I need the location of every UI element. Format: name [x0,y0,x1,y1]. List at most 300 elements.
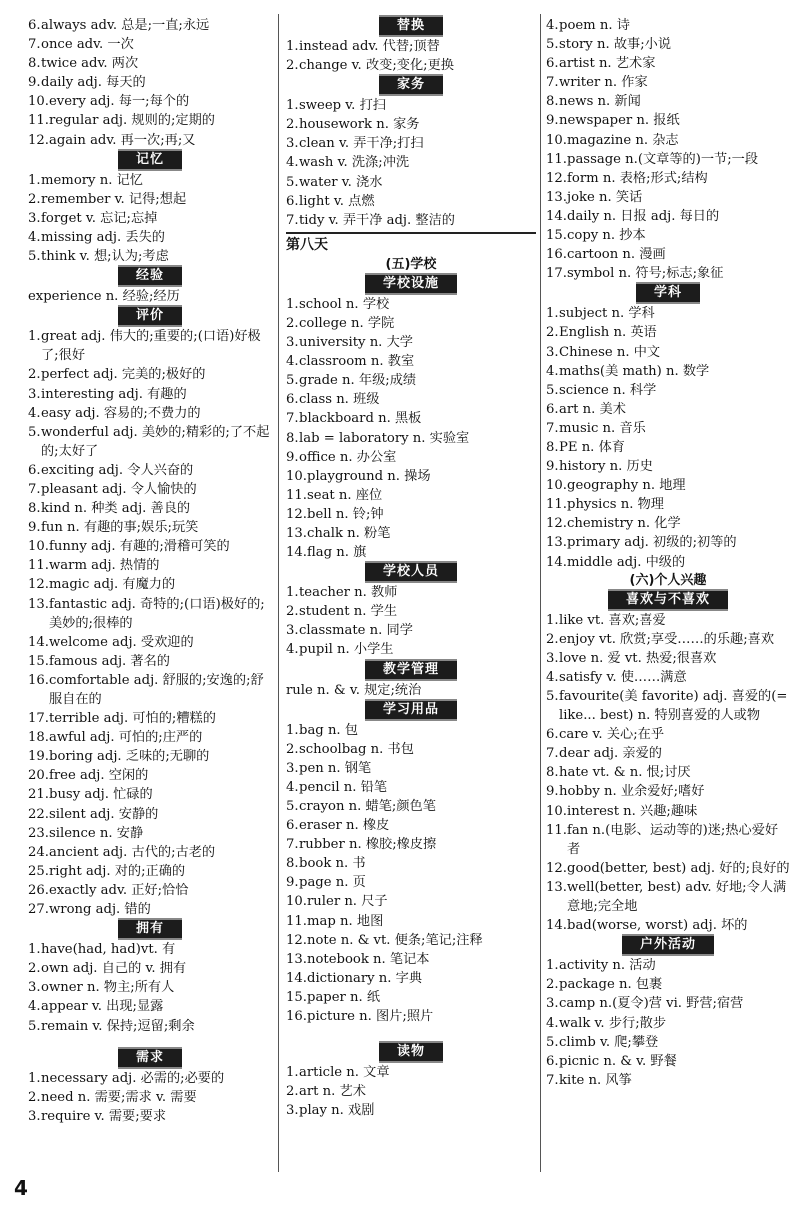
vocab-entry [546,362,790,381]
vocab-entry [286,96,536,115]
entry-text: own adj. 自己的 v. 拥有 [41,961,187,977]
entry-number: 1. [28,942,41,958]
entry-text: picnic n. & v. 野餐 [559,1053,677,1069]
entry-text: pupil n. 小学生 [299,642,394,658]
entry-text: seat n. 座位 [307,487,383,503]
vocab-entry [286,892,536,911]
vocab-entry [546,323,790,342]
entry-number: 8. [286,856,299,872]
vocab-entry [546,16,790,35]
vocab-entry [546,438,790,457]
vocab-entry [286,371,536,390]
vocab-entry [28,652,272,671]
entry-text: funny adj. 有趣的;滑稽可笑的 [49,539,230,555]
entry-text: memory n. 记忆 [41,172,143,188]
entry-text: walk v. 步行;散步 [559,1015,667,1031]
section-header-need: 需求 [28,1049,272,1067]
entry-number: 8. [28,501,41,517]
entry-text: light v. 点燃 [299,193,375,209]
entry-text: university n. 大学 [299,335,413,351]
entry-text: eraser n. 橡皮 [299,818,390,834]
entry-text: subject n. 学科 [559,306,655,322]
entry-number: 12. [546,516,567,532]
entry-number: 5. [286,373,299,389]
entry-number: 4. [28,405,41,421]
section-header-facilities: 学校设施 [286,275,536,293]
entry-list [286,96,536,230]
entry-number: 14. [546,208,567,224]
entry-list [286,295,536,562]
entry-text: bell n. 铃;钟 [307,506,384,522]
entry-number: 4. [286,642,299,658]
entry-text: article n. 文章 [299,1065,390,1081]
vocab-entry [286,583,536,602]
entry-number: 5. [546,37,559,53]
vocab-entry [546,131,790,150]
entry-number: 15. [546,228,567,244]
entry-number: 2. [546,631,559,647]
vocab-entry [546,533,790,552]
entry-number: 10. [286,468,307,484]
entry-text: wonderful adj. 美妙的;精彩的;了不起的;太好了 [41,424,270,459]
entry-text: appear v. 出现;显露 [41,999,164,1015]
entry-number: 12. [286,506,307,522]
vocab-entry [286,448,536,467]
entry-number: 4. [546,1015,559,1031]
entry-number: 19. [28,749,49,765]
entry-number: 3. [286,1103,299,1119]
entry-number: 9. [546,113,559,129]
vocab-entry [28,111,272,130]
entry-text: book n. 书 [299,856,366,872]
entry-text: forget v. 忘记;忘掉 [41,210,158,226]
vocab-entry [546,73,790,92]
column-2 [286,16,536,1120]
entry-text: science n. 科学 [559,382,657,398]
entry-number: 18. [28,730,49,746]
entry-number: 11. [286,913,307,929]
entry-text: ancient adj. 古代的;古老的 [49,844,216,860]
vocab-entry [546,630,790,649]
entry-number: 2. [286,604,299,620]
entry-number: 3. [28,386,41,402]
entry-list [28,940,272,1035]
entry-number: 2. [286,58,299,74]
entry-number: 1. [286,98,299,114]
vocab-entry [28,461,272,480]
entry-number: 6. [28,18,41,33]
entry-number: 9. [546,784,559,800]
entry-number: 1. [286,722,299,738]
entry-text: art n. 艺术 [299,1084,366,1100]
entry-text: terrible adj. 可怕的;糟糕的 [49,711,216,727]
entry-text: hate vt. & n. 恨;讨厌 [559,765,691,781]
entry-text: water v. 浇水 [299,174,383,190]
vocab-entry [546,916,790,935]
entry-number: 7. [28,481,41,497]
entry-number: 3. [28,980,41,996]
entry-text: regular adj. 规则的;定期的 [49,113,215,129]
entry-text: newspaper n. 报纸 [559,113,680,129]
vocab-entry [546,514,790,533]
vocab-entry [28,766,272,785]
entry-number: 13. [546,879,567,895]
entry-number: 12. [546,170,567,186]
vocab-entry [546,457,790,476]
vocab-entry [28,728,272,747]
entry-number: 1. [286,585,299,601]
vocab-entry [546,687,790,725]
vocab-entry [286,429,536,448]
entry-number: 12. [28,577,49,593]
vocab-entry [28,556,272,575]
vocab-entry [546,476,790,495]
entry-number: 2. [546,977,559,993]
entry-text: lab = laboratory n. 实验室 [299,430,470,446]
vocab-entry [286,524,536,543]
vocab-entry [546,668,790,687]
entry-number: 6. [546,727,559,743]
vocab-entry [28,747,272,766]
entry-number: 5. [546,1034,559,1050]
vocab-entry [28,131,272,150]
entry-number: 4. [286,155,299,171]
section-header-staff: 学校人员 [286,563,536,581]
entry-text: warm adj. 热情的 [49,558,160,574]
entry-number: 16. [286,1009,307,1025]
entry-text: wash v. 洗涤;冲洗 [299,155,410,171]
entry-text: good(better, best) adj. 好的;良好的 [567,860,790,876]
vocab-entry [546,343,790,362]
entry-text: notebook n. 笔记本 [307,951,430,967]
entry-text: dictionary n. 字典 [307,970,423,986]
entry-number: 12. [286,932,307,948]
entry-text: magazine n. 杂志 [567,132,679,148]
entry-list [28,327,272,919]
vocab-entry [28,247,272,266]
day-heading: 第八天 [286,232,536,256]
entry-number: 9. [286,449,299,465]
vocab-entry [546,111,790,130]
entry-number: 1. [28,329,41,345]
entry-text: play n. 戏剧 [299,1103,375,1119]
entry-number: 7. [546,1072,559,1088]
vocab-entry [286,1101,536,1120]
entry-number: 10. [286,894,307,910]
vocab-entry [28,73,272,92]
entry-text: comfortable adj. 舒服的;安逸的;舒服自在的 [49,672,264,707]
entry-text: missing adj. 丢失的 [41,229,165,245]
entry-number: 7. [286,837,299,853]
entry-text: school n. 学校 [299,296,390,312]
entry-list [28,1069,272,1126]
entry-number: 12. [546,860,567,876]
entry-text: music n. 音乐 [559,420,646,436]
vocab-entry [28,595,272,633]
vocab-entry [286,314,536,333]
entry-text: busy adj. 忙碌的 [49,787,153,803]
entry-text: activity n. 活动 [559,958,656,974]
vocab-entry [286,173,536,192]
entry-number: 13. [546,535,567,551]
entry-number: 1. [286,296,299,312]
section-header-reading: 读物 [286,1043,536,1061]
section-header-housework: 家务 [286,76,536,94]
entry-text: silent adj. 安静的 [49,806,159,822]
entry-number: 4. [286,354,299,370]
vocab-entry [28,385,272,404]
entry-number: 2. [28,1089,41,1105]
section-header-outdoor: 户外活动 [546,936,790,954]
unit-heading: (五)学校 [385,256,437,272]
entry-text: playground n. 操场 [307,468,431,484]
entry-number: 11. [28,558,49,574]
entry-number: 8. [286,430,299,446]
entry-number: 4. [546,18,559,33]
vocab-entry [546,495,790,514]
entry-text: enjoy vt. 欣赏;享受……的乐趣;喜欢 [559,631,775,647]
entry-text: kite n. 风筝 [559,1072,632,1088]
entry-number: 23. [28,825,49,841]
entry-text: passage n.(文章等的)一节;一段 [567,151,759,167]
entry-number: 7. [286,411,299,427]
entry-number: 11. [546,497,567,513]
vocab-entry [286,797,536,816]
section-header-replace: 替换 [286,17,536,35]
entry-number: 8. [546,439,559,455]
entry-number: 13. [28,596,49,612]
entry-text: story n. 故事;小说 [559,37,672,53]
entry-text: fun n. 有趣的事;娱乐;玩笑 [41,520,199,536]
entry-text: Chinese n. 中文 [559,344,661,360]
entry-text: bag n. 包 [299,722,359,738]
vocab-entry [286,1082,536,1101]
entry-text: interest n. 兴趣;趣味 [567,803,698,819]
vocab-entry [286,621,536,640]
entry-text: art n. 美术 [559,401,626,417]
vocab-entry [546,553,790,572]
vocab-entry [28,978,272,997]
entry-list [546,611,790,936]
entry-text: well(better, best) adv. 好地;令人满意地;完全地 [567,879,787,915]
column-divider [278,14,279,1172]
entry-number: 3. [28,210,41,226]
vocab-entry [546,782,790,801]
entry-text: perfect adj. 完美的;极好的 [41,367,206,383]
vocab-entry [546,975,790,994]
vocab-entry [28,480,272,499]
vocab-entry [28,92,272,111]
entry-number: 17. [28,711,49,727]
vocab-entry [28,54,272,73]
entry-text: remember v. 记得;想起 [41,191,187,207]
entry-text: pencil n. 铅笔 [299,779,388,795]
vocab-entry [28,671,272,709]
entry-text: maths(美 math) n. 数学 [559,363,710,379]
vocab-entry [286,816,536,835]
vocab-entry [546,207,790,226]
vocab-entry [28,190,272,209]
entry-text: favourite(美 favorite) adj. 喜爱的(= like... best) n. 特别喜爱的人或物 [559,689,788,724]
entry-text: college n. 学院 [299,315,395,331]
section-header-subject: 学科 [546,284,790,302]
vocab-entry [28,843,272,862]
entry-text: twice adv. 两次 [41,56,139,72]
entry-number: 21. [28,787,49,803]
vocab-entry [28,900,272,919]
vocab-entry [28,633,272,652]
vocab-entry [286,931,536,950]
vocab-entry [28,365,272,384]
entry-number: 2. [28,191,41,207]
entry-number: 9. [28,520,41,536]
entry-text: exciting adj. 令人兴奋的 [41,462,194,478]
entry-text: free adj. 空闲的 [49,768,149,784]
entry-list [28,16,272,150]
vocab-entry [286,778,536,797]
entry-text: pleasant adj. 令人愉快的 [41,481,197,497]
vocab-entry [286,211,536,230]
section-header-management: 教学管理 [286,661,536,679]
vocab-entry [28,171,272,190]
entry-number: 2. [286,1084,299,1100]
entry-number: 10. [546,803,567,819]
entry-text: bad(worse, worst) adj. 坏的 [567,918,748,934]
column-3 [546,16,790,1090]
section-header-own: 拥有 [28,920,272,938]
entry-text: climb v. 爬;攀登 [559,1034,659,1050]
entry-number: 2. [286,117,299,133]
entry-text: form n. 表格;形式;结构 [567,170,708,186]
entry-text: think v. 想;认为;考虑 [41,249,169,265]
entry-number: 1. [546,958,559,974]
vocab-entry [546,802,790,821]
vocab-entry [546,649,790,668]
entry-text: primary adj. 初级的;初等的 [567,535,737,551]
entry-text: middle adj. 中级的 [567,554,686,570]
vocab-entry [546,859,790,878]
entry-text: physics n. 物理 [567,497,664,513]
entry-text: teacher n. 教师 [299,585,398,601]
entry-number: 22. [28,806,49,822]
entry-number: 7. [286,212,299,228]
vocab-entry [546,92,790,111]
vocab-entry [546,1052,790,1071]
entry-text: wrong adj. 错的 [49,902,151,918]
vocab-entry [28,805,272,824]
vocab-entry [286,56,536,75]
entry-text: flag n. 旗 [307,545,367,561]
entry-text: page n. 页 [299,875,366,891]
vocab-entry [28,16,272,35]
entry-text: always adv. 总是;一直;永远 [41,18,210,33]
vocab-entry [546,725,790,744]
section-header-memory: 记忆 [28,151,272,169]
entry-text: love n. 爱 vt. 热爱;很喜欢 [559,650,717,666]
entry-text: housework n. 家务 [299,117,420,133]
vocab-entry [28,228,272,247]
vocab-entry [28,881,272,900]
vocab-entry [546,994,790,1013]
vocab-entry [546,763,790,782]
entry-text: English n. 英语 [559,325,657,341]
vocab-entry [286,409,536,428]
vocab-entry [546,1014,790,1033]
entry-number: 10. [546,478,567,494]
entry-number: 2. [286,741,299,757]
entry-number: 1. [546,306,559,322]
entry-number: 17. [546,266,567,282]
entry-number: 7. [546,75,559,91]
entry-number: 10. [546,132,567,148]
vocab-entry [286,467,536,486]
vocab-entry [286,295,536,314]
entry-text: note n. & vt. 便条;笔记;注释 [307,932,483,948]
entry-text: awful adj. 可怕的;庄严的 [49,730,203,746]
entry-number: 14. [286,545,307,561]
vocab-entry [28,709,272,728]
column-divider [540,14,541,1172]
entry-number: 1. [28,172,41,188]
entry-text: ruler n. 尺子 [307,894,388,910]
vocab-entry [546,956,790,975]
entry-text: artist n. 艺术家 [559,56,656,72]
entry-text: history n. 历史 [559,459,653,475]
vocab-entry [286,543,536,562]
entry-number: 26. [28,882,49,898]
entry-number: 5. [28,424,41,440]
vocab-entry [546,226,790,245]
entry-text: instead adv. 代替;顶替 [299,39,440,54]
entry-text: remain v. 保持;逗留;剩余 [41,1018,195,1034]
entry-text: camp n.(夏令)营 vi. 野营;宿营 [559,996,744,1012]
vocab-entry [286,759,536,778]
vocab-entry [286,1007,536,1026]
section-header-evaluation: 评价 [28,307,272,325]
vocab-entry [286,486,536,505]
entry-number: 11. [286,487,307,503]
entry-number: 3. [546,650,559,666]
entry-text: fantastic adj. 奇特的;(口语)极好的;美妙的;很棒的 [49,596,265,631]
entry-number: 14. [28,634,49,650]
entry-text: picture n. 图片;照片 [307,1009,434,1025]
vocab-entry [286,969,536,988]
vocab-entry [546,264,790,283]
vocab-entry: rule n. & v. 规定;统治 [286,682,422,698]
vocab-entry [546,304,790,323]
vocab-entry [28,575,272,594]
entry-number: 13. [286,951,307,967]
entry-text: grade n. 年级;成绩 [299,373,417,389]
entry-text: chemistry n. 化学 [567,516,681,532]
section-header-experience: 经验 [28,267,272,285]
entry-text: joke n. 笑话 [567,189,643,205]
entry-number: 12. [28,132,49,148]
vocab-entry [546,169,790,188]
entry-text: paper n. 纸 [307,989,381,1005]
vocab-entry [286,873,536,892]
entry-text: silence n. 安静 [49,825,144,841]
entry-text: necessary adj. 必需的;必要的 [41,1070,225,1086]
entry-text: symbol n. 符号;标志;象征 [567,266,724,282]
section-header-supplies: 学习用品 [286,701,536,719]
entry-number: 5. [546,689,559,704]
entry-number: 8. [546,94,559,110]
vocab-entry [286,352,536,371]
vocab-entry [546,419,790,438]
entry-number: 4. [28,229,41,245]
vocab-entry [546,381,790,400]
